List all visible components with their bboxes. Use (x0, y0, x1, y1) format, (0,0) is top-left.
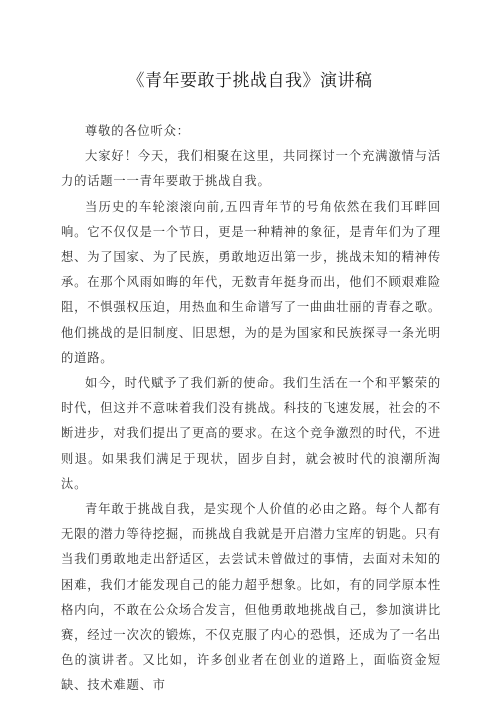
paragraph-3: 如今，时代赋予了我们新的使命。我们生活在一个和平繁荣的时代，但这并不意味着我们没有挑战。科技的飞速发展，社会的不断进步，对我们提出了更高的要求。在这个竞争激烈的时代，不进则退。如果我们满足于现状，固步自封，就会被时代的浪潮所淘汰。 (61, 376, 441, 491)
salutation: 尊敬的各位听众： (85, 124, 190, 138)
paragraph-4: 青年敢于挑战自我，是实现个人价值的必由之路。每个人都有无限的潜力等待挖掘，而挑战自我就是开启潜力宝库的钥匙。只有当我们勇敢地走出舒适区，去尝试未曾做过的事情，去面对未知的困难，我们才能发现自己的能力超乎想象。比如，有的同学原本性格内向，不敢在公众场合发言，但他勇敢地挑战自己，参加演讲比赛，经过一次次的锻炼，不仅克服了内心的恐惧，还成为了一名出色的演讲者。又比如，许多创业者在创业的道路上，面临资金短缺、技术难题、市 (61, 502, 441, 693)
paragraph-2: 当历史的车轮滚滚向前,五四青年节的号角依然在我们耳畔回响。它不仅仅是一个节日，更是一种精神的象征，是青年们为了理想、为了国家、为了民族，勇敢地迈出第一步，挑战未知的精神传承。在那个风雨如晦的年代，无数青年挺身而出，他们不顾艰难险阻，不惧强权压迫，用热血和生命谱写了一曲曲壮丽的青春之歌。他们挑战的是旧制度、旧思想，为的是为国家和民族探寻一条光明的道路。 (61, 199, 441, 365)
paragraph-1: 大家好！今天，我们相聚在这里，共同探讨一个充满激情与活力的话题一一青年要敢于挑战自我。 (61, 149, 441, 189)
document-body (61, 119, 441, 699)
document-title: 《青年要敢于挑战自我》演讲稿 (127, 71, 373, 91)
